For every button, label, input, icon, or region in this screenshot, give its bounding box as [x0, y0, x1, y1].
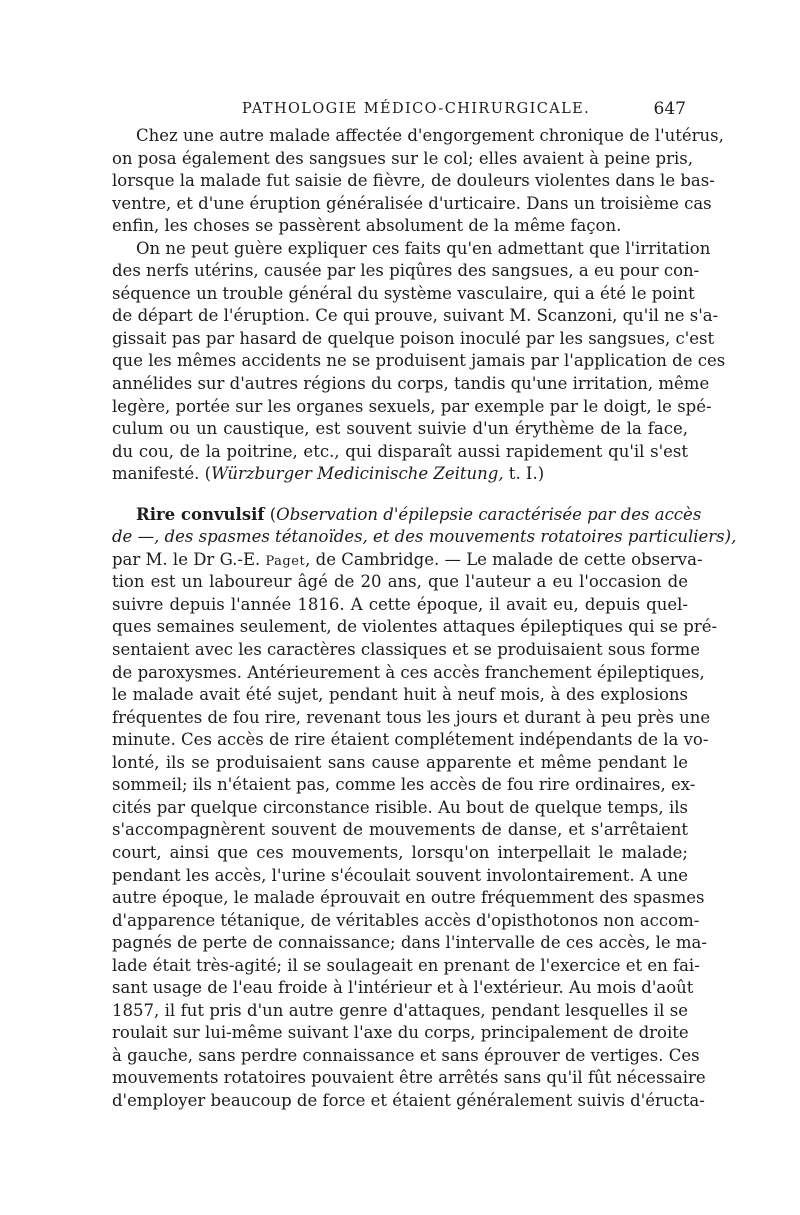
article-title: Rire convulsif: [136, 504, 265, 524]
page-header: [112, 99, 686, 121]
article-line: minute. Ces accès de rire étaient complétement indépendants de la vo-: [112, 730, 709, 750]
paragraph-spacer: [112, 486, 688, 504]
citation-prefix: manifesté. (: [112, 464, 212, 484]
article-heading-line: [112, 504, 702, 527]
paragraph-line: legère, portée sur les organes sexuels, par exemple par le doigt, le spé-: [112, 396, 712, 416]
paragraph-line: enfin, les choses se passèrent absolument de la même façon.: [112, 216, 622, 236]
article-line: sentaient avec les caractères classiques et se produisaient sous forme: [112, 640, 700, 660]
paragraph-line: annélides sur d'autres régions du corps, tandis qu'une irritation, même: [112, 374, 710, 394]
paragraph-line: Chez une autre malade affectée d'engorgement chronique de l'utérus,: [136, 126, 724, 145]
paragraph-line: On ne peut guère expliquer ces faits qu'en admettant que l'irritation: [136, 238, 711, 258]
author-suffix: , de Cambridge. — Le malade de cette observa-: [305, 549, 703, 569]
author-name: Paget: [265, 553, 306, 569]
article-line: lonté, ils se produisaient sans cause apparente et même pendant le: [112, 752, 688, 772]
article-subtitle-line: [112, 526, 737, 549]
article-line: d'apparence tétanique, de véritables accès d'opisthotonos non accom-: [112, 910, 700, 930]
article-line: ques semaines seulement, de violentes attaques épileptiques qui se pré-: [112, 617, 718, 637]
paragraph-line: lorsque la malade fut saisie de fièvre, de douleurs violentes dans le bas-: [112, 171, 715, 191]
article-line: cités par quelque circonstance risible. Au bout de quelque temps, ils: [112, 797, 688, 817]
citation-source: Würzburger Medicinische Zeitung,: [211, 464, 504, 484]
article-line: lade était très-agité; il se soulageait en prenant de l'exercice et en fai-: [112, 955, 700, 975]
article-line: d'employer beaucoup de force et étaient généralement suivis d'éructa-: [112, 1090, 705, 1110]
article-line: 1857, il fut pris d'un autre genre d'attaques, pendant lesquelles il se: [112, 1000, 688, 1020]
article-line: sant usage de l'eau froide à l'intérieur et à l'extérieur. Au mois d'août: [112, 978, 694, 998]
subtitle-open: (: [264, 504, 277, 524]
body-text: [112, 125, 737, 1113]
author-prefix: par M. le Dr G.-E.: [112, 549, 266, 569]
article-line: à gauche, sans perdre connaissance et sans éprouver de vertiges. Ces: [112, 1045, 700, 1065]
article-line: suivre depuis l'année 1816. A cette époque, il avait eu, depuis quel-: [112, 594, 688, 614]
paragraph-line: ventre, et d'une éruption généralisée d'urticaire. Dans un troisième cas: [112, 193, 712, 213]
paragraph-line: gissait pas par hasard de quelque poison inoculé par les sangsues, c'est: [112, 328, 715, 348]
article-line: pagnés de perte de connaissance; dans l'intervalle de ces accès, le ma-: [112, 933, 707, 953]
article-line: fréquentes de fou rire, revenant tous les jours et durant à peu près une: [112, 707, 711, 727]
article-line: court, ainsi que ces mouvements, lorsqu'on interpellait le malade;: [112, 842, 688, 862]
article-line: pendant les accès, l'urine s'écoulait souvent involontairement. A une: [112, 865, 689, 885]
article-author-line: [112, 549, 703, 572]
running-title: PATHOLOGIE MÉDICO-CHIRURGICALE.: [242, 101, 591, 117]
citation-line: [112, 463, 688, 486]
paragraph-line: de départ de l'éruption. Ce qui prouve, suivant M. Scanzoni, qu'il ne s'a-: [112, 306, 719, 326]
article-line: tion est un laboureur âgé de 20 ans, que l'auteur a eu l'occasion de: [112, 572, 688, 592]
paragraph-line: du cou, de la poitrine, etc., qui disparaît aussi rapidement qu'il s'est: [112, 441, 688, 461]
paragraph-line: que les mêmes accidents ne se produisent jamais par l'application de ces: [112, 351, 726, 371]
article-line: s'accompagnèrent souvent de mouvements de danse, et s'arrêtaient: [112, 820, 688, 840]
page-number: 647: [653, 99, 686, 119]
article-line: roulait sur lui-même suivant l'axe du corps, principalement de droite: [112, 1023, 689, 1043]
article-subtitle-continued: de —, des spasmes tétanoïdes, et des mouvements rotatoires particuliers),: [112, 527, 737, 547]
article-line: de paroxysmes. Antérieurement à ces accès franchement épileptiques,: [112, 662, 705, 682]
article-line: sommeil; ils n'étaient pas, comme les accès de fou rire ordinaires, ex-: [112, 775, 696, 795]
article-line: autre époque, le malade éprouvait en outre fréquemment des spasmes: [112, 888, 705, 908]
paragraph-line: des nerfs utérins, causée par les piqûres des sangsues, a eu pour con-: [112, 261, 700, 281]
article-line: mouvements rotatoires pouvaient être arrêtés sans qu'il fût nécessaire: [112, 1068, 706, 1088]
paragraph-line: on posa également des sangsues sur le col; elles avaient à peine pris,: [112, 148, 693, 168]
citation-volume: t. I.): [503, 464, 545, 484]
article-line: le malade avait été sujet, pendant huit à neuf mois, à des explosions: [112, 685, 688, 705]
article-subtitle: Observation d'épilepsie caractérisée par des accès: [276, 504, 702, 524]
paragraph-line: culum ou un caustique, est souvent suivie d'un érythème de la face,: [112, 419, 688, 439]
paragraph-line: séquence un trouble général du système vasculaire, qui a été le point: [112, 283, 695, 303]
